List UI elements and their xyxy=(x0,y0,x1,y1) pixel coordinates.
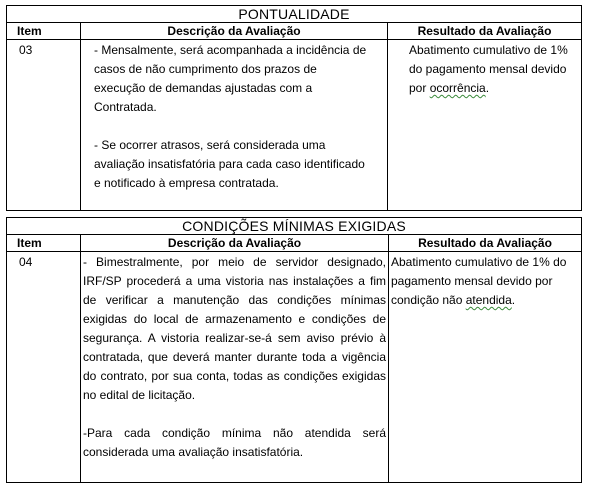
condicoes-minimas-table xyxy=(6,217,582,483)
table-title: PONTUALIDADE xyxy=(7,6,582,23)
table-row xyxy=(7,40,582,211)
item-number: 04 xyxy=(7,252,81,483)
header-descricao: Descrição da Avaliação xyxy=(81,23,388,40)
resultado-period: . xyxy=(485,81,490,95)
header-item: Item xyxy=(7,23,81,40)
descricao-paragraph: - Se ocorrer atrasos, será considerada uma avaliação insatisfatória para cada caso identificado e notificado à empresa contratada. xyxy=(94,138,365,190)
resultado-cell xyxy=(389,252,582,483)
header-resultado: Resultado da Avaliação xyxy=(388,23,582,40)
table-title: CONDIÇÕES MÍNIMAS EXIGIDAS xyxy=(7,218,582,235)
descricao-cell xyxy=(81,40,388,211)
spellcheck-flagged-word: ocorrência xyxy=(429,81,486,95)
descricao-cell xyxy=(81,252,389,483)
spellcheck-flagged-word: atendida xyxy=(465,293,512,307)
descricao-paragraph: - Bimestralmente, por meio de servidor designado, IRF/SP procederá a uma vistoria nas instalações a fim de verificar a manutenção das condições mínimas exigidas do local de armazenamento e condições de segurança. A vistoria realizar-se-á sem aviso prévio à contratada, que deverá manter durante toda a vigência do contrato, por sua conta, todas as condições exigidas no edital de licitação. xyxy=(83,255,386,402)
header-item: Item xyxy=(7,235,81,252)
resultado-text: Abatimento cumulativo de 1% do pagamento mensal devido por condição não xyxy=(391,255,567,307)
pontualidade-table xyxy=(6,5,582,211)
descricao-paragraph: -Para cada condição mínima não atendida será considerada uma avaliação insatisfatória. xyxy=(83,426,386,459)
resultado-cell xyxy=(388,40,582,211)
descricao-paragraph: - Mensalmente, será acompanhada a incidência de casos de não cumprimento dos prazos de execução de demandas ajustadas com a Contratada. xyxy=(94,43,367,114)
resultado-period: . xyxy=(511,293,516,307)
header-descricao: Descrição da Avaliação xyxy=(81,235,389,252)
table-row xyxy=(7,252,582,483)
header-resultado: Resultado da Avaliação xyxy=(389,235,582,252)
item-number: 03 xyxy=(7,40,81,211)
resultado-text: Abatimento cumulativo de 1% do pagamento mensal devido por xyxy=(409,43,568,95)
